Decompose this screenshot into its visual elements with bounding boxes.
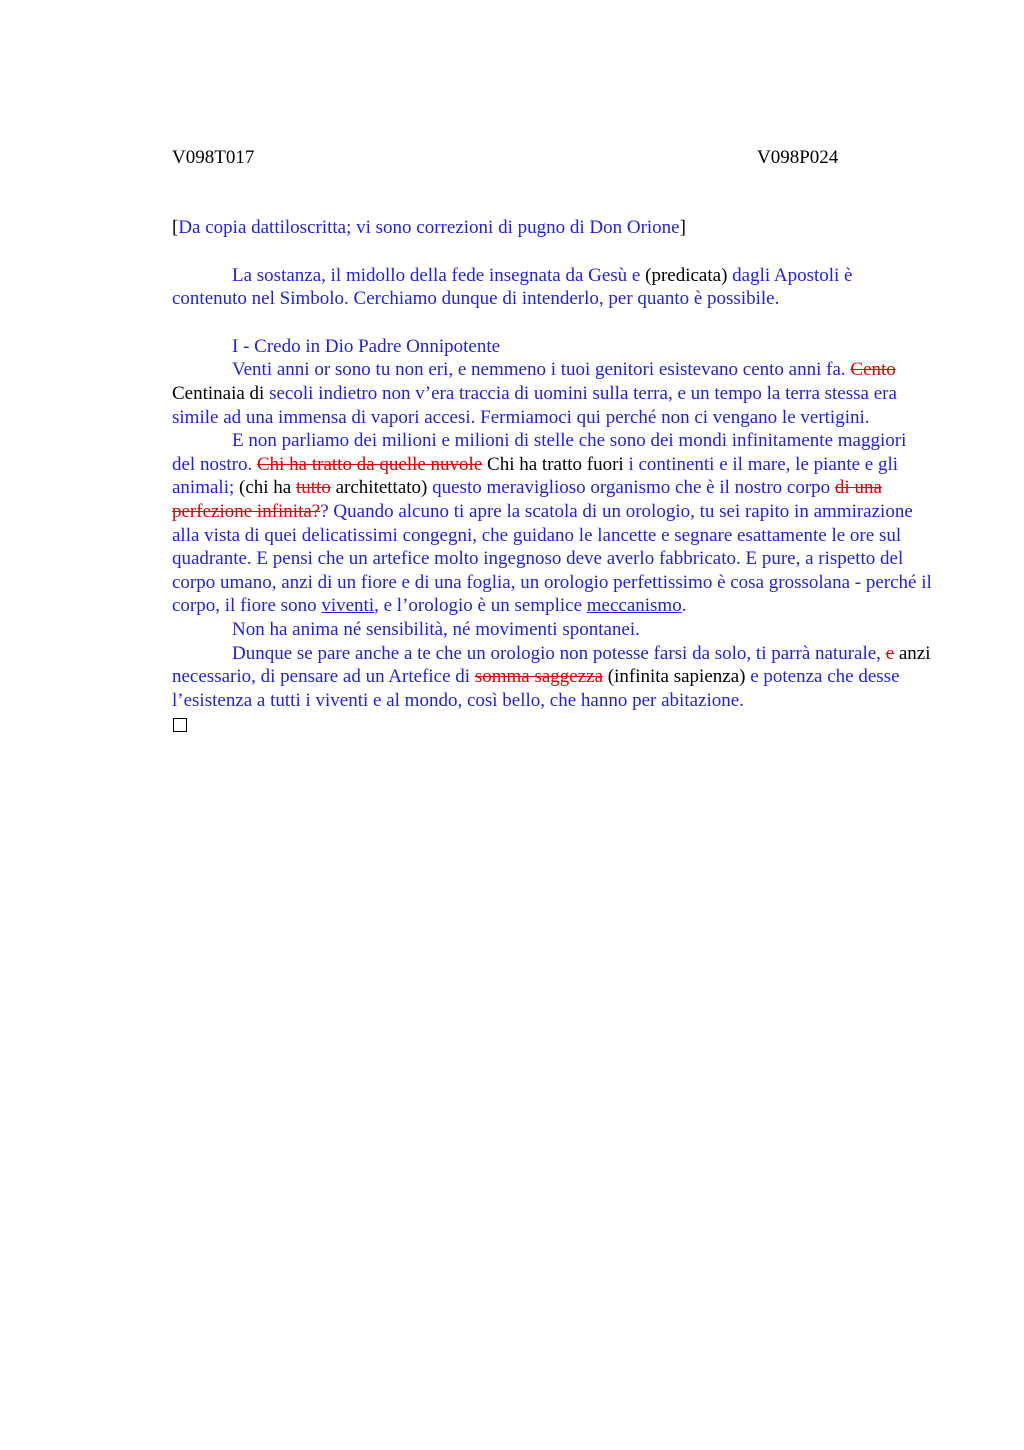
p4-deletion-1: e: [885, 642, 895, 664]
p1-text-2: secoli indietro non v’era traccia di uomini sulla terra, e un tempo la terra stessa era simile ad una immensa di vapori accesi. Fermiamoci qui perché non ci vengano le vertigini.: [172, 382, 897, 428]
intro-paragraph: [172, 264, 932, 311]
p4-text-2: necessario, di pensare ad un Artefice di: [172, 666, 475, 688]
p2-text-2: i continenti e il mare, le piante e gli animali;: [172, 453, 899, 499]
p1-deletion-1: Cento: [850, 359, 896, 381]
document-page: [172, 146, 932, 739]
p4-insertion-1: anzi: [894, 642, 931, 664]
document-header: [172, 146, 932, 170]
intro-insertion: (predicata): [645, 264, 733, 286]
p4-deletion-2: somma saggezza: [474, 666, 604, 688]
p4-text-3: e potenza che desse l’esistenza a tutti i viventi e al mondo, così bello, che hanno per abitazione.: [172, 666, 900, 711]
end-of-document-box-icon: [173, 718, 187, 732]
note-close-bracket: ]: [679, 217, 686, 238]
p2-deletion-1: Chi ha tratto da quelle nuvole: [256, 453, 483, 475]
intro-text-2: dagli Apostoli è contenuto nel Simbolo. Cerchiamo dunque di intenderlo, per quanto è possibile.: [172, 264, 853, 310]
p2-text-1: E non parliamo dei milioni e milioni di stelle che sono dei mondi infinitamente maggiori del nostro.: [172, 430, 907, 475]
p2-text-4: ? Quando alcuno ti apre la scatola di un orologio, tu sei rapito in ammirazione alla vista di quei delicatissimi congegni, che guidano le lancette e segnare esattamente le ore sul quadrante. E pensi che un artefice molto ingegnoso deve averlo fabbricato. E pure, a rispetto del corpo umano, anzi di un fiore e di una foglia, un orologio perfettissimo è cosa grossolana - perché il corpo, il fiore sono: [172, 500, 932, 617]
p2-insertion-1: Chi ha tratto fuori: [482, 453, 629, 475]
p2-deletion-2: tutto: [296, 477, 331, 499]
p2-insertion-3: architettato): [330, 477, 433, 499]
section-heading: I - Credo in Dio Padre Onnipotente: [232, 335, 501, 357]
p4-insertion-2: (infinita sapienza): [603, 666, 751, 688]
note-text: Da copia dattiloscritta; vi sono correzioni di pugno di Don Orione: [178, 217, 680, 238]
paragraph-2: [172, 429, 932, 618]
document-code-right: V098P024: [757, 147, 839, 168]
paragraph-3: Non ha anima né sensibilità, né movimenti spontanei.: [232, 618, 640, 640]
source-note: [172, 216, 932, 240]
p2-underlined-1: viventi: [321, 595, 375, 617]
paragraph-1: [172, 358, 932, 429]
p2-underlined-2: meccanismo: [586, 595, 682, 617]
p2-text-5: , e l’orologio è un semplice: [374, 595, 587, 617]
p1-text-1: Venti anni or sono tu non eri, e nemmeno i tuoi genitori esistevano cento anni fa.: [232, 359, 851, 381]
p4-text-1: Dunque se pare anche a te che un orologio non potesse farsi da solo, ti parrà naturale,: [232, 642, 886, 664]
p1-insertion-1: Centinaia di: [172, 382, 270, 404]
intro-text-1: La sostanza, il midollo della fede insegnata da Gesù e: [232, 264, 646, 286]
document-code-left: V098T017: [172, 147, 255, 168]
note-open-bracket: [: [172, 217, 179, 238]
paragraph-4: [172, 642, 932, 713]
section-credo: [172, 335, 932, 739]
p2-insertion-2: (chi ha: [239, 477, 296, 499]
p2-deletion-3: di una perfezione infinita?: [172, 477, 882, 522]
p2-text-6: .: [681, 595, 687, 617]
p2-text-3: questo meraviglioso organismo che è il nostro corpo: [432, 477, 835, 499]
